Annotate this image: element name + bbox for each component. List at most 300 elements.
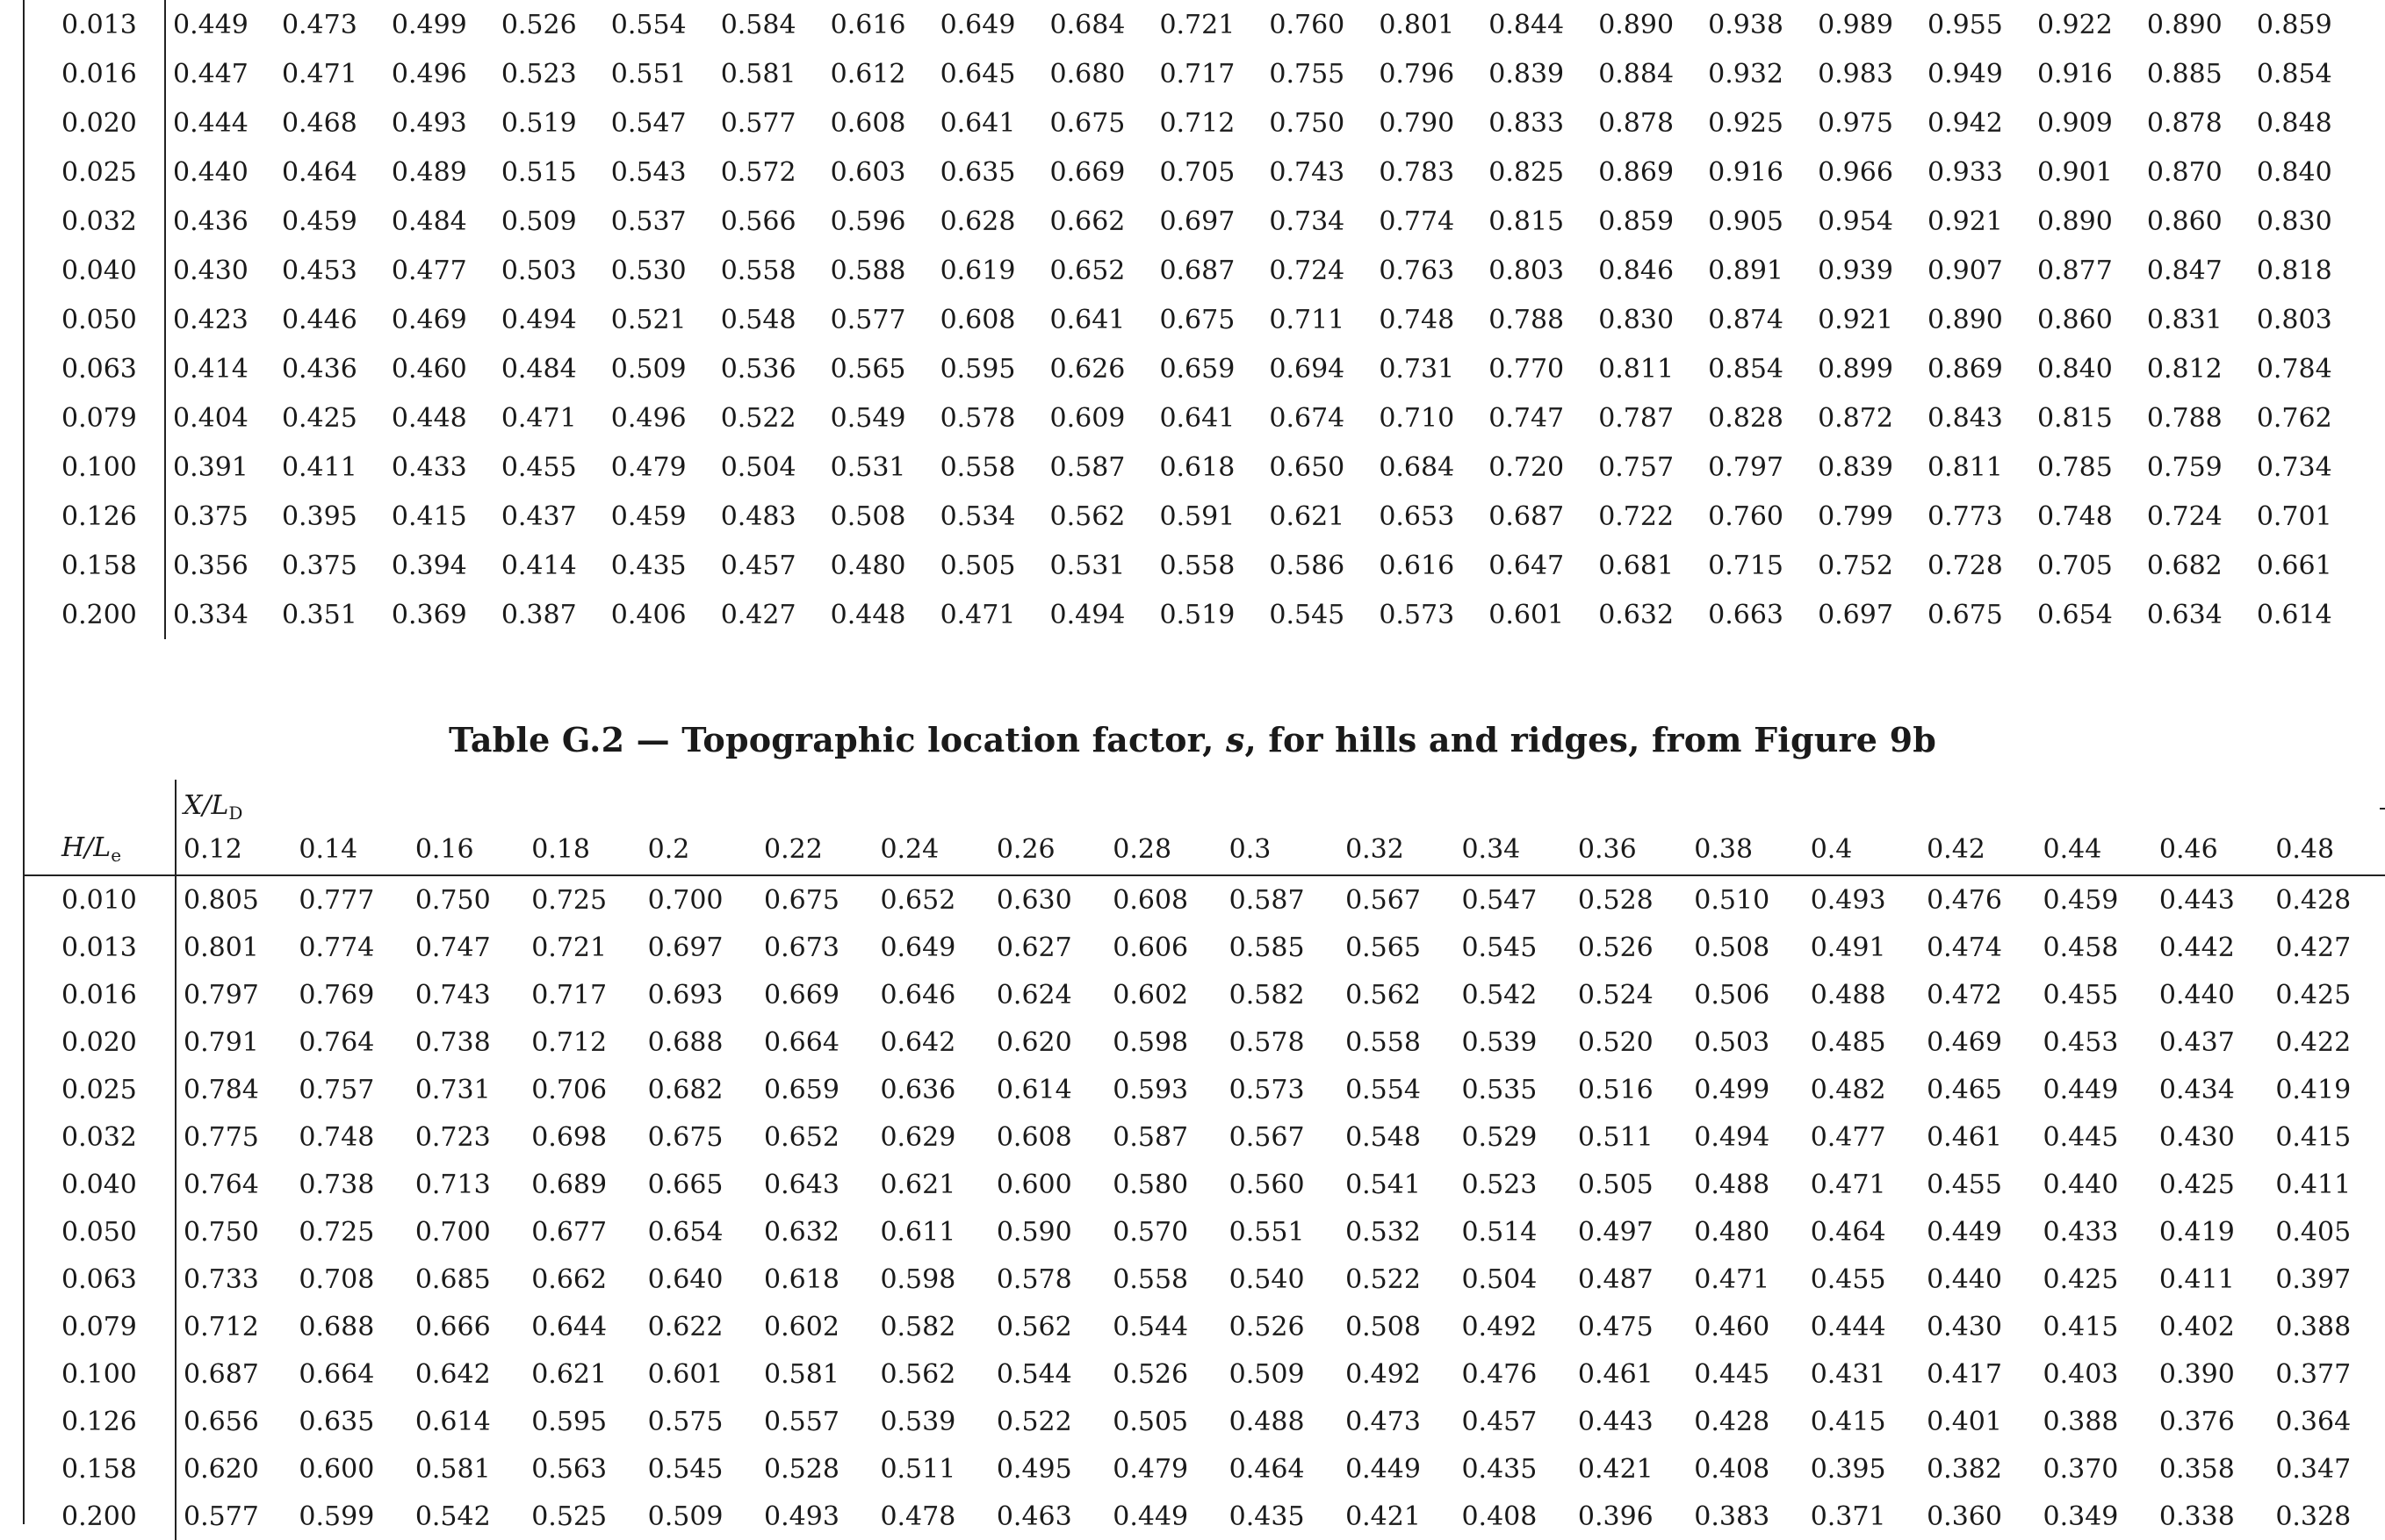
- value-cell: 0.815: [2036, 402, 2113, 434]
- value-cell: 0.489: [391, 156, 467, 188]
- value-cell: 0.626: [1049, 353, 1126, 385]
- value-cell: 0.461: [1577, 1358, 1654, 1390]
- value-cell: 0.488: [1810, 979, 1886, 1011]
- value-cell: 0.925: [1708, 107, 1784, 139]
- value-cell: 0.983: [1818, 58, 1893, 90]
- value-cell: 0.531: [1049, 550, 1126, 581]
- table-row: [25, 1018, 2385, 1066]
- value-cell: 0.757: [299, 1074, 375, 1105]
- value-cell: 0.840: [2256, 156, 2332, 188]
- value-cell: 0.551: [1229, 1216, 1305, 1248]
- value-cell: 0.444: [1810, 1311, 1886, 1342]
- value-cell: 0.859: [1598, 205, 1675, 237]
- value-cell: 0.922: [2036, 9, 2113, 40]
- value-cell: 0.715: [1708, 550, 1784, 581]
- column-header-cell: 0.48: [2268, 824, 2385, 875]
- value-cell: 0.711: [1269, 304, 1345, 335]
- value-cell: 0.492: [1345, 1358, 1421, 1390]
- row-label-cell: 0.016: [25, 971, 176, 1018]
- value-cell: 0.815: [1488, 205, 1565, 237]
- value-cell: 0.434: [2158, 1074, 2235, 1105]
- value-cell: 0.608: [830, 107, 906, 139]
- value-cell: 0.383: [1694, 1500, 1770, 1532]
- value-cell: 0.750: [414, 884, 491, 916]
- value-cell: 0.774: [1379, 205, 1455, 237]
- value-cell: 0.511: [1577, 1121, 1654, 1153]
- value-cell: 0.428: [2275, 884, 2352, 916]
- value-cell: 0.905: [1708, 205, 1784, 237]
- value-cell: 0.797: [1708, 451, 1784, 483]
- row-label-cell: 0.100: [25, 1350, 176, 1398]
- value-cell: 0.437: [2158, 1026, 2235, 1058]
- value-cell: 0.620: [184, 1453, 259, 1485]
- value-cell: 0.415: [2275, 1121, 2352, 1153]
- value-cell: 0.440: [1927, 1263, 2002, 1295]
- value-cell: 0.499: [391, 9, 467, 40]
- value-cell: 0.523: [1461, 1169, 1538, 1200]
- value-cell: 0.659: [1159, 353, 1236, 385]
- value-cell: 0.787: [1598, 402, 1675, 434]
- value-cell: 0.706: [531, 1074, 608, 1105]
- value-cell: 0.811: [1927, 451, 2003, 483]
- value-cell: 0.938: [1708, 9, 1784, 40]
- value-cell: 0.811: [1598, 353, 1675, 385]
- value-cell: 0.675: [1049, 107, 1126, 139]
- value-cell: 0.818: [2256, 255, 2332, 286]
- row-label-cell: 0.025: [25, 148, 165, 197]
- row-label-cell: 0.032: [25, 197, 165, 246]
- value-cell: 0.442: [2158, 932, 2235, 963]
- value-cell: 0.493: [764, 1500, 839, 1532]
- value-cell: 0.475: [1577, 1311, 1654, 1342]
- value-cell: 0.560: [1229, 1169, 1305, 1200]
- value-cell: 0.596: [830, 205, 906, 237]
- value-cell: 0.760: [1269, 9, 1345, 40]
- value-cell: 0.471: [1694, 1263, 1770, 1295]
- value-cell: 0.848: [2256, 107, 2332, 139]
- value-cell: 0.449: [2043, 1074, 2119, 1105]
- value-cell: 0.581: [414, 1453, 491, 1485]
- value-cell: 0.720: [1488, 451, 1565, 483]
- value-cell: 0.869: [1927, 353, 2003, 385]
- row-label-cell: 0.032: [25, 1113, 176, 1161]
- table-row: [25, 1493, 2385, 1540]
- row-label-cell: 0.079: [25, 393, 165, 443]
- value-cell: 0.522: [1345, 1263, 1421, 1295]
- value-cell: 0.347: [2275, 1453, 2352, 1485]
- value-cell: 0.496: [610, 402, 687, 434]
- value-cell: 0.411: [2158, 1263, 2235, 1295]
- value-cell: 0.662: [1049, 205, 1126, 237]
- value-cell: 0.531: [830, 451, 906, 483]
- value-cell: 0.890: [1598, 9, 1675, 40]
- value-cell: 0.860: [2036, 304, 2113, 335]
- table-row: [25, 1303, 2385, 1350]
- value-cell: 0.587: [1049, 451, 1126, 483]
- value-cell: 0.448: [830, 599, 906, 630]
- value-cell: 0.453: [2043, 1026, 2119, 1058]
- value-cell: 0.465: [1927, 1074, 2002, 1105]
- value-cell: 0.433: [391, 451, 467, 483]
- value-cell: 0.649: [880, 932, 956, 963]
- value-cell: 0.421: [1345, 1500, 1421, 1532]
- value-cell: 0.509: [1229, 1358, 1305, 1390]
- value-cell: 0.460: [391, 353, 467, 385]
- value-cell: 0.624: [996, 979, 1072, 1011]
- table-row: [25, 875, 2385, 924]
- value-cell: 0.722: [1598, 500, 1675, 532]
- column-header-cell: 0.2: [641, 824, 757, 875]
- value-cell: 0.682: [647, 1074, 724, 1105]
- value-cell: 0.606: [1113, 932, 1189, 963]
- value-cell: 0.449: [1345, 1453, 1421, 1485]
- value-cell: 0.435: [610, 550, 687, 581]
- column-header-cell: 0.18: [524, 824, 640, 875]
- value-cell: 0.641: [940, 107, 1016, 139]
- value-cell: 0.473: [281, 9, 357, 40]
- value-cell: 0.516: [1577, 1074, 1654, 1105]
- table-row: [25, 443, 2360, 492]
- value-cell: 0.747: [414, 932, 491, 963]
- value-cell: 0.485: [1810, 1026, 1886, 1058]
- value-cell: 0.901: [2036, 156, 2113, 188]
- column-group-header-row: [25, 780, 2385, 824]
- value-cell: 0.585: [1229, 932, 1305, 963]
- value-cell: 0.724: [2146, 500, 2223, 532]
- row-label-cell: 0.025: [25, 1066, 176, 1113]
- value-cell: 0.869: [1598, 156, 1675, 188]
- value-cell: 0.878: [1598, 107, 1675, 139]
- column-header-row: [25, 824, 2385, 875]
- value-cell: 0.608: [940, 304, 1016, 335]
- value-cell: 0.646: [880, 979, 956, 1011]
- value-cell: 0.601: [647, 1358, 724, 1390]
- value-cell: 0.652: [880, 884, 956, 916]
- value-cell: 0.825: [1488, 156, 1565, 188]
- value-cell: 0.565: [1345, 932, 1421, 963]
- value-cell: 0.521: [610, 304, 687, 335]
- value-cell: 0.411: [281, 451, 357, 483]
- value-cell: 0.440: [173, 156, 249, 188]
- value-cell: 0.558: [940, 451, 1016, 483]
- value-cell: 0.526: [1577, 932, 1654, 963]
- value-cell: 0.351: [281, 599, 357, 630]
- value-cell: 0.673: [764, 932, 839, 963]
- value-cell: 0.774: [299, 932, 375, 963]
- value-cell: 0.890: [1927, 304, 2003, 335]
- value-cell: 0.840: [2036, 353, 2113, 385]
- value-cell: 0.549: [830, 402, 906, 434]
- value-cell: 0.577: [184, 1500, 259, 1532]
- value-cell: 0.397: [2275, 1263, 2352, 1295]
- value-cell: 0.844: [1488, 9, 1565, 40]
- column-header-cell: 0.42: [1920, 824, 2036, 875]
- value-cell: 0.539: [880, 1406, 956, 1437]
- value-cell: 0.414: [173, 353, 249, 385]
- value-cell: 0.874: [1708, 304, 1784, 335]
- value-cell: 0.509: [501, 205, 577, 237]
- value-cell: 0.430: [1927, 1311, 2002, 1342]
- value-cell: 0.382: [1927, 1453, 2002, 1485]
- value-cell: 0.616: [1379, 550, 1455, 581]
- value-cell: 0.419: [2158, 1216, 2235, 1248]
- value-cell: 0.449: [1113, 1500, 1189, 1532]
- value-cell: 0.645: [940, 58, 1016, 90]
- value-cell: 0.693: [647, 979, 724, 1011]
- value-cell: 0.641: [1159, 402, 1236, 434]
- value-cell: 0.641: [1049, 304, 1126, 335]
- value-cell: 0.408: [1694, 1453, 1770, 1485]
- value-cell: 0.419: [2275, 1074, 2352, 1105]
- value-cell: 0.684: [1049, 9, 1126, 40]
- value-cell: 0.582: [1229, 979, 1305, 1011]
- value-cell: 0.595: [940, 353, 1016, 385]
- column-header-cell: 0.16: [408, 824, 524, 875]
- value-cell: 0.567: [1345, 884, 1421, 916]
- value-cell: 0.659: [764, 1074, 839, 1105]
- value-cell: 0.628: [940, 205, 1016, 237]
- value-cell: 0.700: [414, 1216, 491, 1248]
- value-cell: 0.731: [414, 1074, 491, 1105]
- value-cell: 0.591: [1159, 500, 1236, 532]
- value-cell: 0.388: [2275, 1311, 2352, 1342]
- value-cell: 0.484: [501, 353, 577, 385]
- value-cell: 0.847: [2146, 255, 2223, 286]
- value-cell: 0.480: [830, 550, 906, 581]
- value-cell: 0.752: [1818, 550, 1893, 581]
- table-row: [25, 1066, 2385, 1113]
- value-cell: 0.422: [2275, 1026, 2352, 1058]
- value-cell: 0.770: [1488, 353, 1565, 385]
- value-cell: 0.975: [1818, 107, 1893, 139]
- value-cell: 0.603: [830, 156, 906, 188]
- value-cell: 0.499: [1694, 1074, 1770, 1105]
- table-row: [25, 1398, 2385, 1445]
- value-cell: 0.728: [1927, 550, 2003, 581]
- value-cell: 0.846: [1598, 255, 1675, 286]
- value-cell: 0.358: [2158, 1453, 2235, 1485]
- caption-symbol: s: [1225, 720, 1245, 759]
- value-cell: 0.747: [1488, 402, 1565, 434]
- value-cell: 0.578: [996, 1263, 1072, 1295]
- value-cell: 0.444: [173, 107, 249, 139]
- row-label-cell: 0.016: [25, 49, 165, 98]
- value-cell: 0.854: [2256, 58, 2332, 90]
- value-cell: 0.642: [414, 1358, 491, 1390]
- column-header-cell: 0.28: [1106, 824, 1221, 875]
- value-cell: 0.621: [531, 1358, 608, 1390]
- value-cell: 0.557: [764, 1406, 839, 1437]
- table-g1-body: [25, 0, 2360, 639]
- value-cell: 0.762: [2256, 402, 2332, 434]
- row-label-cell: 0.079: [25, 1303, 176, 1350]
- value-cell: 0.476: [1927, 884, 2002, 916]
- value-cell: 0.712: [531, 1026, 608, 1058]
- value-cell: 0.505: [940, 550, 1016, 581]
- value-cell: 0.479: [610, 451, 687, 483]
- value-cell: 0.510: [1694, 884, 1770, 916]
- value-cell: 0.469: [1927, 1026, 2002, 1058]
- value-cell: 0.457: [720, 550, 796, 581]
- value-cell: 0.710: [1379, 402, 1455, 434]
- value-cell: 0.544: [1113, 1311, 1189, 1342]
- value-cell: 0.608: [996, 1121, 1072, 1153]
- value-cell: 0.921: [1927, 205, 2003, 237]
- value-cell: 0.572: [720, 156, 796, 188]
- value-cell: 0.567: [1229, 1121, 1305, 1153]
- value-cell: 0.598: [1113, 1026, 1189, 1058]
- value-cell: 0.788: [2146, 402, 2223, 434]
- value-cell: 0.954: [1818, 205, 1893, 237]
- value-cell: 0.404: [173, 402, 249, 434]
- value-cell: 0.458: [2043, 932, 2119, 963]
- value-cell: 0.539: [1461, 1026, 1538, 1058]
- value-cell: 0.640: [647, 1263, 724, 1295]
- value-cell: 0.493: [1810, 884, 1886, 916]
- value-cell: 0.899: [1818, 353, 1893, 385]
- value-cell: 0.839: [1818, 451, 1893, 483]
- value-cell: 0.387: [501, 599, 577, 630]
- value-cell: 0.514: [1461, 1216, 1538, 1248]
- value-cell: 0.530: [610, 255, 687, 286]
- value-cell: 0.545: [647, 1453, 724, 1485]
- value-cell: 0.907: [1927, 255, 2003, 286]
- value-cell: 0.932: [1708, 58, 1784, 90]
- value-cell: 0.784: [2256, 353, 2332, 385]
- value-cell: 0.647: [1488, 550, 1565, 581]
- row-label-cell: 0.010: [25, 875, 176, 924]
- value-cell: 0.600: [996, 1169, 1072, 1200]
- value-cell: 0.582: [880, 1311, 956, 1342]
- value-cell: 0.534: [940, 500, 1016, 532]
- value-cell: 0.580: [1113, 1169, 1189, 1200]
- value-cell: 0.632: [764, 1216, 839, 1248]
- value-cell: 0.375: [173, 500, 249, 532]
- value-cell: 0.581: [720, 58, 796, 90]
- value-cell: 0.598: [880, 1263, 956, 1295]
- value-cell: 0.665: [647, 1169, 724, 1200]
- value-cell: 0.415: [391, 500, 467, 532]
- value-cell: 0.712: [1159, 107, 1236, 139]
- value-cell: 0.725: [299, 1216, 375, 1248]
- value-cell: 0.860: [2146, 205, 2223, 237]
- value-cell: 0.494: [1049, 599, 1126, 630]
- row-header-sub: e: [111, 845, 122, 866]
- value-cell: 0.449: [173, 9, 249, 40]
- value-cell: 0.487: [1577, 1263, 1654, 1295]
- value-cell: 0.494: [1694, 1121, 1770, 1153]
- value-cell: 0.870: [2146, 156, 2223, 188]
- value-cell: 0.764: [299, 1026, 375, 1058]
- value-cell: 0.421: [1577, 1453, 1654, 1485]
- value-cell: 0.966: [1818, 156, 1893, 188]
- value-cell: 0.547: [610, 107, 687, 139]
- value-cell: 0.661: [2256, 550, 2332, 581]
- row-label-cell: 0.063: [25, 344, 165, 393]
- value-cell: 0.477: [1810, 1121, 1886, 1153]
- value-cell: 0.688: [647, 1026, 724, 1058]
- value-cell: 0.801: [184, 932, 259, 963]
- value-cell: 0.697: [647, 932, 724, 963]
- value-cell: 0.830: [1598, 304, 1675, 335]
- value-cell: 0.687: [1159, 255, 1236, 286]
- value-cell: 0.688: [299, 1311, 375, 1342]
- value-cell: 0.588: [830, 255, 906, 286]
- value-cell: 0.916: [2036, 58, 2113, 90]
- table-g2: [25, 780, 2385, 1540]
- value-cell: 0.750: [184, 1216, 259, 1248]
- value-cell: 0.884: [1598, 58, 1675, 90]
- value-cell: 0.694: [1269, 353, 1345, 385]
- value-cell: 0.524: [1577, 979, 1654, 1011]
- value-cell: 0.785: [2036, 451, 2113, 483]
- value-cell: 0.338: [2158, 1500, 2235, 1532]
- value-cell: 0.401: [1927, 1406, 2002, 1437]
- value-cell: 0.435: [1229, 1500, 1305, 1532]
- value-cell: 0.921: [1818, 304, 1893, 335]
- value-cell: 0.425: [2043, 1263, 2119, 1295]
- table-row: [25, 924, 2385, 971]
- value-cell: 0.689: [531, 1169, 608, 1200]
- value-cell: 0.536: [720, 353, 796, 385]
- value-cell: 0.478: [880, 1500, 956, 1532]
- value-cell: 0.784: [184, 1074, 259, 1105]
- value-cell: 0.652: [764, 1121, 839, 1153]
- value-cell: 0.622: [647, 1311, 724, 1342]
- value-cell: 0.738: [414, 1026, 491, 1058]
- value-cell: 0.545: [1269, 599, 1345, 630]
- column-header-cell: 0.14: [292, 824, 407, 875]
- value-cell: 0.430: [2158, 1121, 2235, 1153]
- value-cell: 0.599: [299, 1500, 375, 1532]
- value-cell: 0.587: [1229, 884, 1305, 916]
- value-cell: 0.562: [1345, 979, 1421, 1011]
- row-header-label: [25, 824, 176, 875]
- value-cell: 0.698: [531, 1121, 608, 1153]
- value-cell: 0.684: [1379, 451, 1455, 483]
- value-cell: 0.558: [720, 255, 796, 286]
- value-cell: 0.493: [391, 107, 467, 139]
- value-cell: 0.697: [1159, 205, 1236, 237]
- value-cell: 0.805: [184, 884, 259, 916]
- column-header-cell: 0.4: [1804, 824, 1920, 875]
- value-cell: 0.666: [414, 1311, 491, 1342]
- value-cell: 0.635: [299, 1406, 375, 1437]
- value-cell: 0.803: [1488, 255, 1565, 286]
- value-cell: 0.468: [281, 107, 357, 139]
- value-cell: 0.457: [1461, 1406, 1538, 1437]
- value-cell: 0.669: [764, 979, 839, 1011]
- value-cell: 0.796: [1379, 58, 1455, 90]
- value-cell: 0.440: [2158, 979, 2235, 1011]
- value-cell: 0.506: [1694, 979, 1770, 1011]
- row-label-cell: 0.126: [25, 1398, 176, 1445]
- row-label-cell: 0.040: [25, 1161, 176, 1208]
- row-label-cell: 0.050: [25, 295, 165, 344]
- value-cell: 0.545: [1461, 932, 1538, 963]
- value-cell: 0.463: [996, 1500, 1072, 1532]
- value-cell: 0.916: [1708, 156, 1784, 188]
- value-cell: 0.769: [299, 979, 375, 1011]
- value-cell: 0.775: [184, 1121, 259, 1153]
- value-cell: 0.763: [1379, 255, 1455, 286]
- value-cell: 0.492: [1461, 1311, 1538, 1342]
- value-cell: 0.734: [1269, 205, 1345, 237]
- value-cell: 0.831: [2146, 304, 2223, 335]
- value-cell: 0.590: [996, 1216, 1072, 1248]
- value-cell: 0.328: [2275, 1500, 2352, 1532]
- table-g2-caption: [0, 720, 2385, 759]
